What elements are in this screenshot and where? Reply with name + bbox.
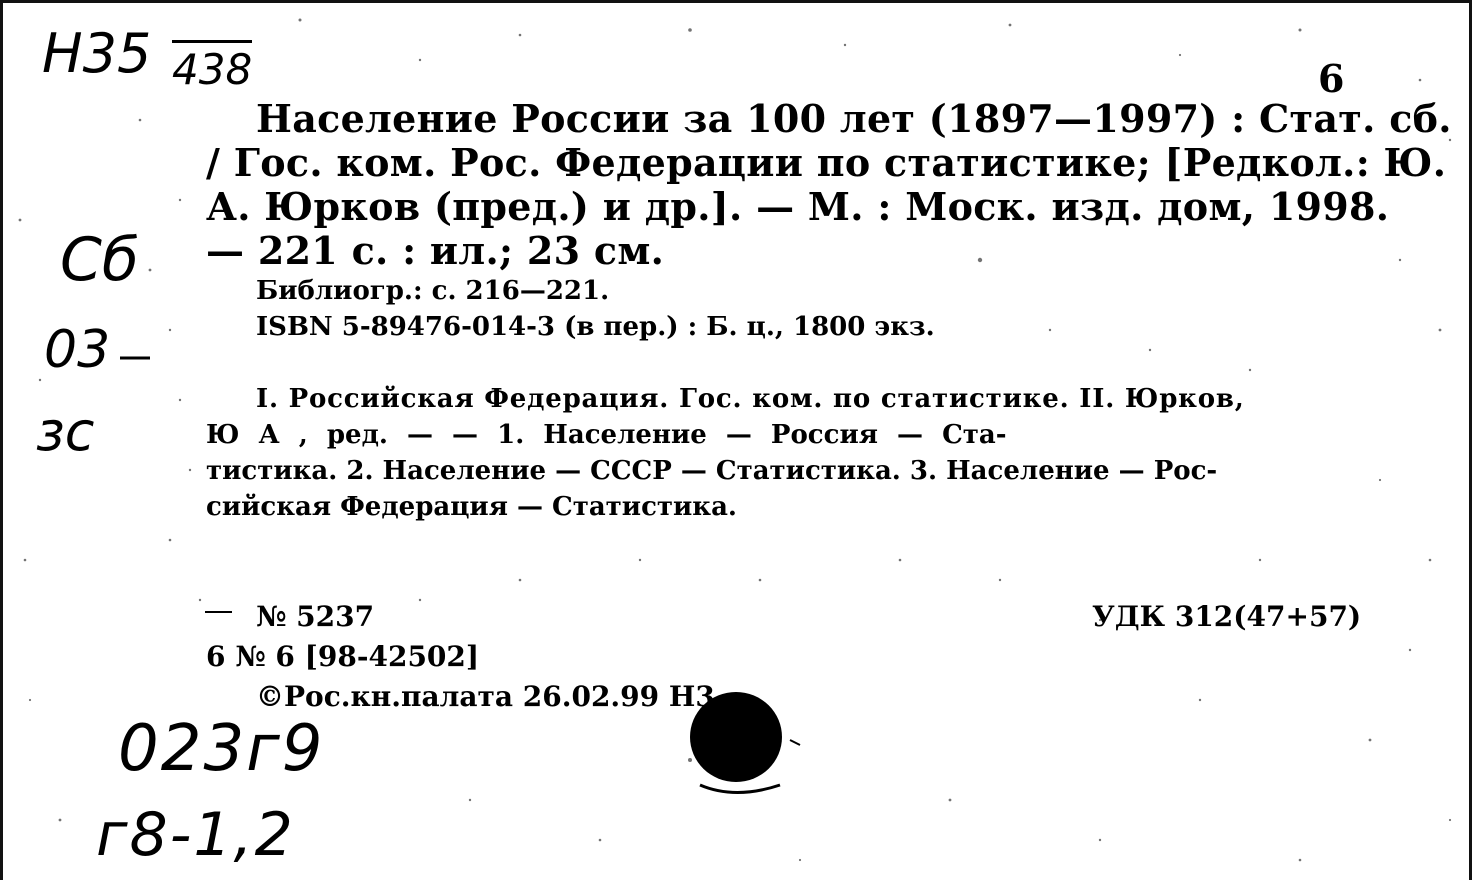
handwritten-note-zs: зс: [36, 400, 95, 463]
copyright-line: ©Рос.кн.палата 26.02.99 Н3: [256, 680, 715, 713]
isbn-line: ISBN 5-89476-014-3 (в пер.) : Б. ц., 1800 экз.: [256, 312, 935, 342]
handwritten-note-03: 03: [44, 320, 111, 380]
subjects-line-1: I. Российская Федерация. Гос. ком. по статистике. II. Юрков,: [256, 384, 1245, 414]
udk-classification: УДК 312(47+57): [1092, 600, 1362, 633]
title-line-2: / Гос. ком. Рос. Федерации по статистике; [Редкол.: Ю.: [206, 140, 1447, 185]
title-line-3: А. Юрков (пред.) и др.]. — М. : Моск. изд. дом, 1998.: [206, 184, 1390, 229]
card-number: 6: [1318, 56, 1345, 101]
subjects-line-4: сийская Федерация — Статистика.: [206, 492, 737, 522]
handwritten-call-number: Н35: [42, 22, 152, 85]
handwritten-inventory-number: 023г9: [118, 712, 325, 786]
subjects-line-3: тистика. 2. Население — СССР — Статистика. 3. Население — Рос-: [206, 456, 1218, 486]
subjects-line-2: Ю А , ред. — — 1. Население — Россия — Ста-: [206, 420, 1007, 450]
title-line-1: Население России за 100 лет (1897—1997) : Стат. сб.: [256, 96, 1452, 141]
registration-number: № 5237: [256, 600, 375, 633]
bibliography-note: Библиогр.: с. 216—221.: [256, 276, 610, 306]
title-line-4: — 221 с. : ил.; 23 см.: [206, 228, 665, 273]
book-chamber-number: 6 № 6 [98-42502]: [206, 640, 480, 673]
handwritten-shelf-mark: г8-1,2: [96, 800, 295, 870]
handwritten-call-number-suffix: 438: [172, 40, 252, 94]
handwritten-note-sb: Сб: [60, 225, 139, 295]
